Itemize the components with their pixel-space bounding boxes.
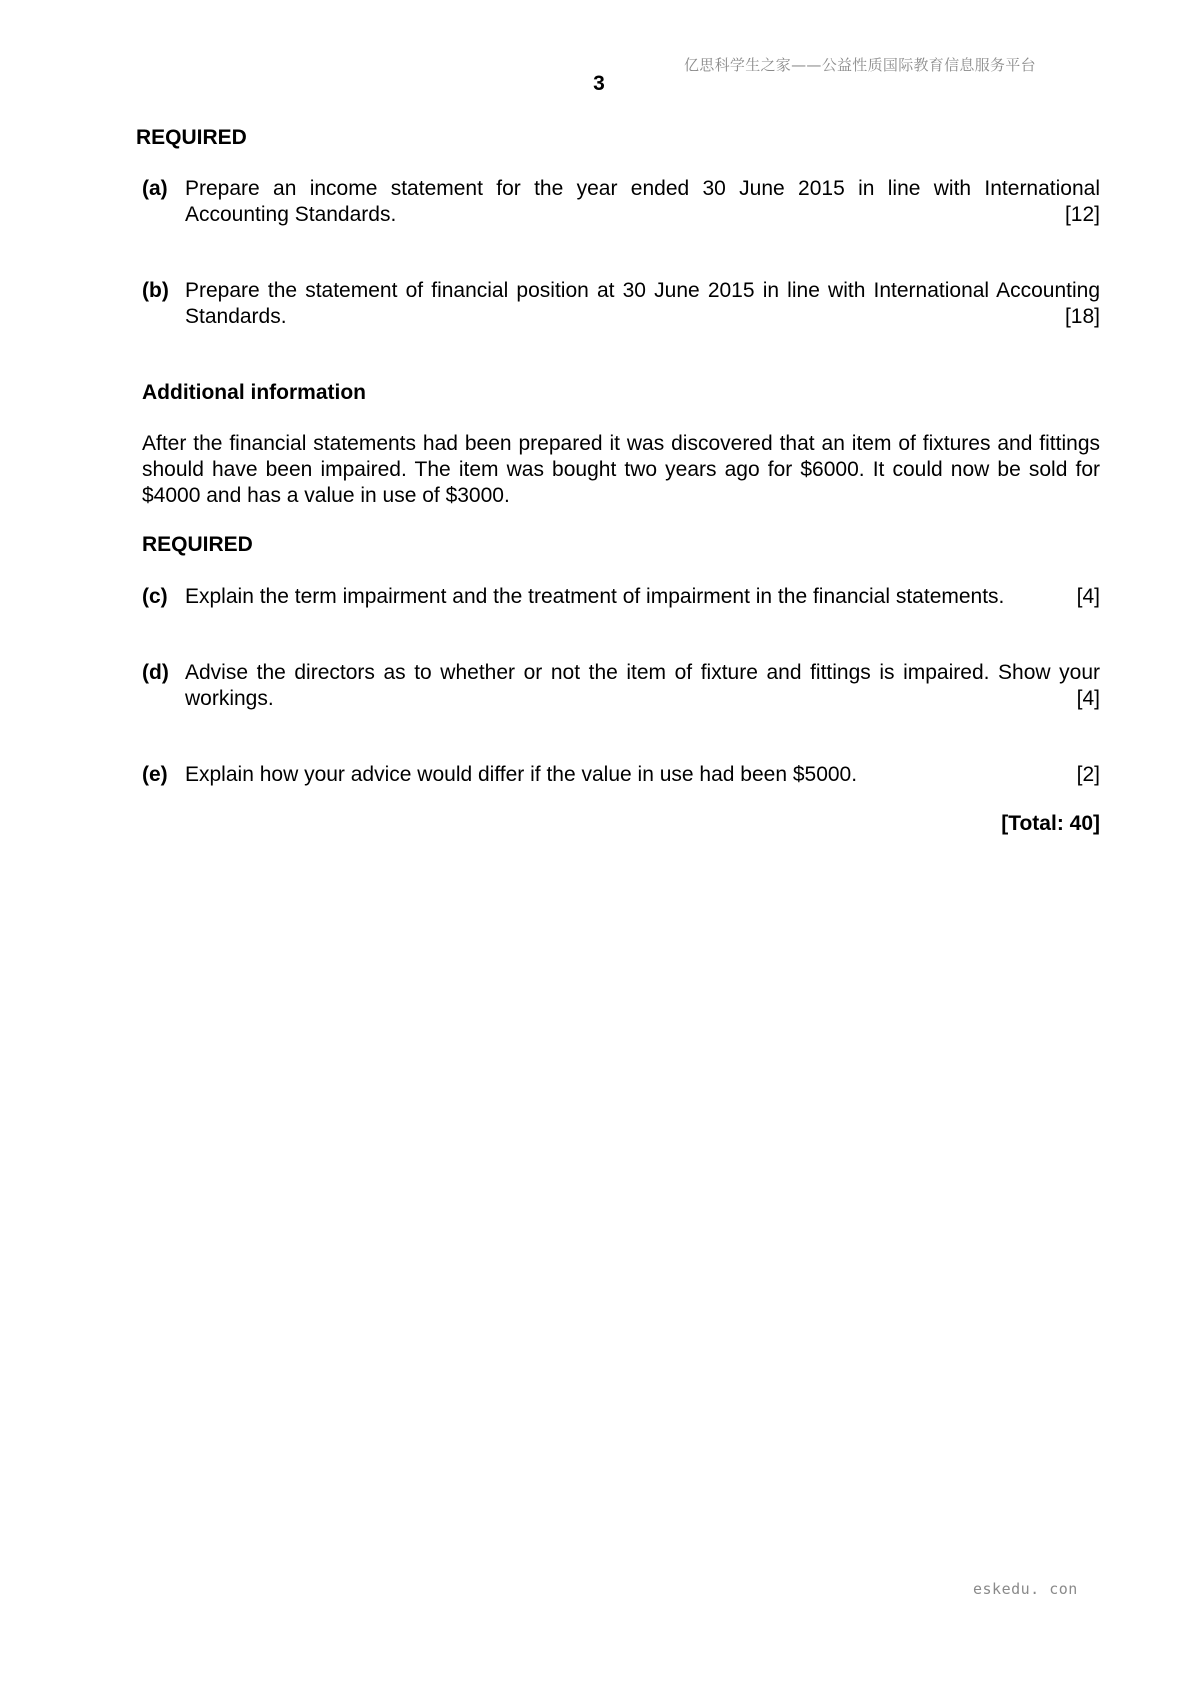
question-label: (e)	[142, 763, 168, 786]
question-a	[142, 176, 1100, 228]
required-heading-2: REQUIRED	[142, 533, 253, 556]
additional-information-text: After the financial statements had been prepared it was discovered that an item of fixtures and fittings should have been impaired. The item was bought two years ago for $6000. It could now be sold for $4000 and has a value in use of $3000.	[142, 432, 1100, 507]
question-d	[142, 660, 1100, 712]
question-text: Advise the directors as to whether or not the item of fixture and fittings is impaired. Show your workings.	[185, 661, 1100, 710]
total-marks: [Total: 40]	[1001, 812, 1100, 835]
question-label: (a)	[142, 177, 168, 200]
question-label: (b)	[142, 279, 169, 302]
question-c	[142, 584, 1100, 610]
question-marks: [12]	[1064, 203, 1100, 226]
question-label: (d)	[142, 661, 169, 684]
question-marks: [4]	[1076, 585, 1100, 608]
question-label: (c)	[142, 585, 168, 608]
question-b	[142, 278, 1100, 330]
page-number: 3	[593, 72, 605, 95]
watermark-bottom: eskedu. con	[973, 1580, 1078, 1598]
question-marks: [4]	[1076, 687, 1100, 710]
required-heading-1: REQUIRED	[136, 126, 247, 149]
question-text: Prepare an income statement for the year ended 30 June 2015 in line with International Accounting Standards.	[185, 177, 1100, 226]
question-text: Explain how your advice would differ if the value in use had been $5000.	[185, 763, 858, 786]
question-marks: [2]	[1076, 763, 1100, 786]
watermark-top: 亿思科学生之家——公益性质国际教育信息服务平台	[684, 56, 1036, 74]
question-e	[142, 762, 1100, 788]
additional-information-heading: Additional information	[142, 381, 366, 404]
question-text: Explain the term impairment and the treatment of impairment in the financial statements.	[185, 585, 1005, 608]
question-marks: [18]	[1064, 305, 1100, 328]
question-text: Prepare the statement of financial position at 30 June 2015 in line with International Accounting Standards.	[185, 279, 1100, 328]
